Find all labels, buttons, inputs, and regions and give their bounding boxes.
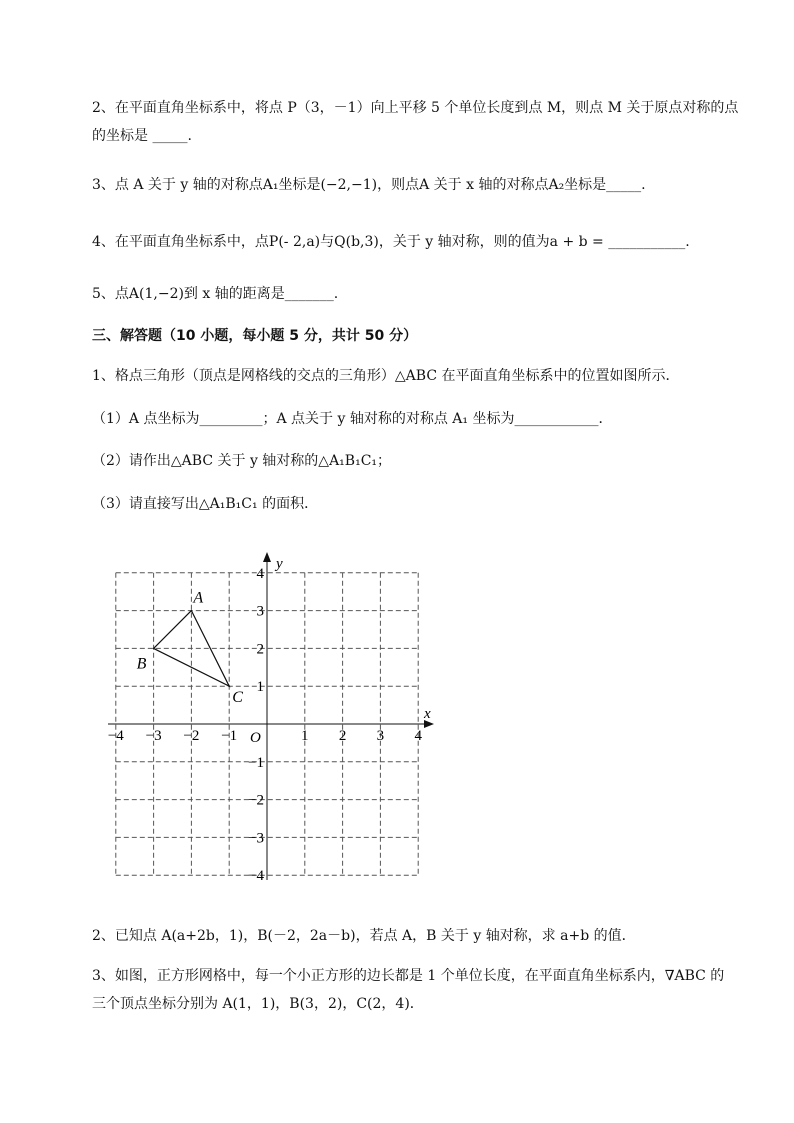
y-tick-label: −4 — [248, 868, 264, 885]
p3-line2: 三个顶点坐标分别为 A(1，1)，B(3，2)，C(2，4)． — [92, 996, 424, 1012]
x-tick-label: 4 — [414, 728, 422, 744]
y-tick-label: 4 — [256, 565, 264, 582]
x-tick-label: −3 — [145, 728, 162, 744]
y-tick-label: −2 — [248, 792, 264, 809]
tick-labels — [108, 566, 423, 884]
q2-line2: 的坐标是 _____. — [92, 128, 192, 144]
vertex-label-a: A — [193, 589, 204, 607]
q3-text: 3、点 A 关于 y 轴的对称点A₁坐标是(−2,−1)，则点A 关于 x 轴的对称点A₂坐标是_____. — [92, 177, 646, 193]
p1-sub2: （2）请作出△ABC 关于 y 轴对称的△A₁B₁C₁； — [92, 453, 392, 469]
y-axis-label: y — [276, 556, 283, 572]
p2-text: 2、已知点 A(a+2b，1)，B(－2，2a－b)，若点 A，B 关于 y 轴对称，求 a+b 的值． — [92, 928, 636, 944]
y-tick-label: −3 — [248, 830, 264, 847]
section-heading: 三、解答题（10 小题，每小题 5 分，共计 50 分） — [92, 328, 418, 344]
q5-text: 5、点A(1,−2)到 x 轴的距离是_______. — [92, 286, 339, 302]
x-tick-label: −2 — [183, 728, 200, 744]
p3-line1: 3、如图，正方形网格中，每一个小正方形的边长都是 1 个单位长度，在平面直角坐标系内，∇ABC 的 — [92, 968, 725, 984]
x-tick-label: −4 — [107, 728, 124, 744]
p1-sub1: （1）A 点坐标为_________；A 点关于 y 轴对称的对称点 A₁ 坐标为____________． — [92, 411, 613, 427]
coordinate-figure — [100, 548, 445, 892]
origin-label: O — [250, 730, 261, 746]
x-tick-label: −1 — [221, 728, 238, 744]
q4-text: 4、在平面直角坐标系中，点P(- 2,a)与Q(b,3)，关于 y 轴对称，则的值为a + b = ___________. — [92, 234, 690, 250]
y-tick-label: −1 — [248, 754, 264, 771]
axes — [108, 552, 434, 880]
p1-sub3: （3）请直接写出△A₁B₁C₁ 的面积． — [92, 496, 319, 512]
coordinate-plane-svg — [100, 548, 445, 888]
x-tick-label: 1 — [301, 728, 309, 744]
y-tick-label: 2 — [256, 641, 264, 658]
y-tick-label: 3 — [256, 603, 264, 620]
y-axis-arrow — [263, 552, 271, 562]
vertex-label-b: B — [136, 655, 147, 673]
vertex-label-c: C — [232, 689, 243, 707]
x-tick-label: 2 — [338, 728, 347, 744]
x-axis-label: x — [424, 706, 431, 722]
q2-line1: 2、在平面直角坐标系中，将点 P（3，－1）向上平移 5 个单位长度到点 M，则点 M 关于原点对称的点 — [92, 100, 739, 116]
y-tick-label: 1 — [256, 679, 264, 696]
p1-intro: 1、格点三角形（顶点是网格线的交点的三角形）△ABC 在平面直角坐标系中的位置如图所示． — [92, 368, 680, 384]
x-tick-label: 3 — [376, 728, 385, 744]
